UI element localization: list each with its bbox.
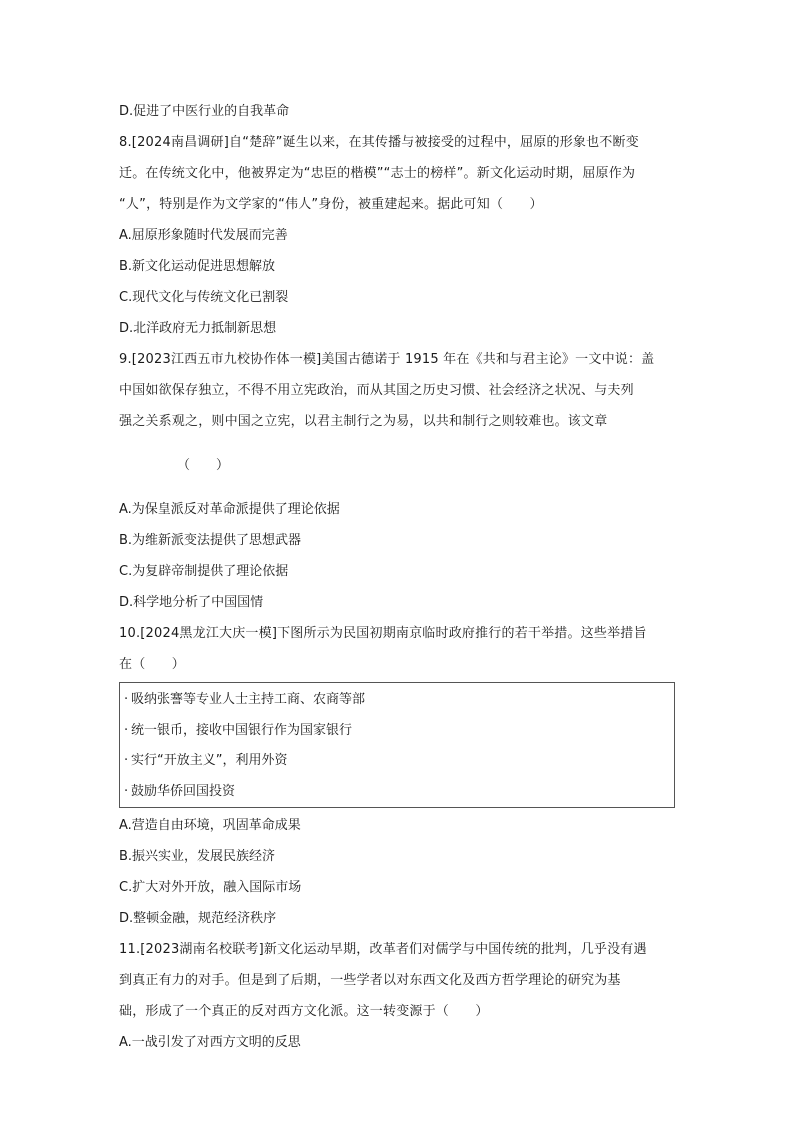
measure-item — [124, 685, 668, 716]
question-11 — [119, 934, 675, 1058]
q9-stem-line-3: 强之关系观之，则中国之立宪，以君主制行之为易，以共和制行之则较难也。该文章 — [119, 414, 608, 429]
q7-option-d: D.促进了中医行业的自我革命 — [119, 104, 290, 119]
measure-text: 鼓励华侨回国投资 — [131, 783, 236, 799]
q8-stem-line-1: 8.[2024南昌调研]自“楚辞”诞生以来，在其传播与被接受的过程中，屈原的形象也不断变 — [119, 135, 639, 150]
q9-option-d: D.科学地分析了中国国情 — [119, 595, 264, 610]
q8-option-d: D.北洋政府无力抵制新思想 — [119, 321, 277, 336]
measure-text: 吸纳张謇等专业人士主持工商、农商等部 — [131, 692, 366, 707]
q9-option-c: C.为复辟帝制提供了理论依据 — [119, 564, 289, 579]
question-8 — [119, 127, 675, 344]
q10-stem-line-1: 10.[2024黑龙江大庆一模]下图所示为民国初期南京临时政府推行的若干举措。这些举措旨 — [119, 626, 647, 641]
bullet-icon: · — [124, 783, 129, 799]
q11-stem-line-3: 础，形成了一个真正的反对西方文化派。这一转变源于（ ） — [119, 1004, 489, 1019]
question-10 — [119, 618, 675, 934]
measures-box — [119, 682, 675, 808]
measure-item — [124, 716, 668, 747]
q8-option-c: C.现代文化与传统文化已割裂 — [119, 290, 289, 305]
question-9 — [119, 344, 675, 618]
bullet-icon: · — [124, 753, 129, 768]
q10-option-b: B.振兴实业，发展民族经济 — [119, 849, 276, 864]
q10-option-d: D.整顿金融，规范经济秩序 — [119, 911, 277, 926]
q9-stem-line-1: 9.[2023江西五市九校协作体一模]美国古德诺于 1915 年在《共和与君主论》一文中说：盖 — [119, 352, 655, 367]
bullet-icon: · — [124, 692, 129, 707]
q9-option-a: A.为保皇派反对革命派提供了理论依据 — [119, 502, 340, 517]
document-page — [119, 96, 675, 1058]
measure-item — [124, 746, 668, 777]
q11-stem-line-2: 到真正有力的对手。但是到了后期，一些学者以对东西文化及西方哲学理论的研究为基 — [119, 973, 621, 988]
q9-stem-line-2: 中国如欲保存独立，不得不用立宪政治，而从其国之历史习惯、社会经济之状况、与夫列 — [119, 383, 634, 398]
q10-option-a: A.营造自由环境，巩固革命成果 — [119, 818, 301, 833]
measure-text: 统一银币，接收中国银行作为国家银行 — [131, 722, 353, 738]
q8-option-a: A.屈原形象随时代发展而完善 — [119, 228, 288, 243]
q8-stem-line-2: 迁。在传统文化中，他被界定为“忠臣的楷模”“志士的榜样”。新文化运动时期，屈原作为 — [119, 166, 636, 181]
measure-item — [124, 777, 668, 808]
q8-option-b: B.新文化运动促进思想解放 — [119, 259, 276, 274]
q10-option-c: C.扩大对外开放，融入国际市场 — [119, 880, 302, 895]
q11-option-a: A.一战引发了对西方文明的反思 — [119, 1035, 301, 1050]
q9-answer-paren: （ ） — [177, 458, 230, 473]
q9-option-b: B.为维新派变法提供了思想武器 — [119, 533, 302, 548]
bullet-icon: · — [124, 722, 129, 738]
q10-stem-line-2: 在（ ） — [119, 657, 186, 672]
q8-stem-line-3: “人”，特别是作为文学家的“伟人”身份，被重建起来。据此可知（ ） — [119, 197, 543, 212]
q11-stem-line-1: 11.[2023湖南名校联考]新文化运动早期，改革者们对儒学与中国传统的批判，几乎没有遇 — [119, 942, 647, 957]
measure-text: 实行“开放主义”，利用外资 — [131, 753, 288, 768]
